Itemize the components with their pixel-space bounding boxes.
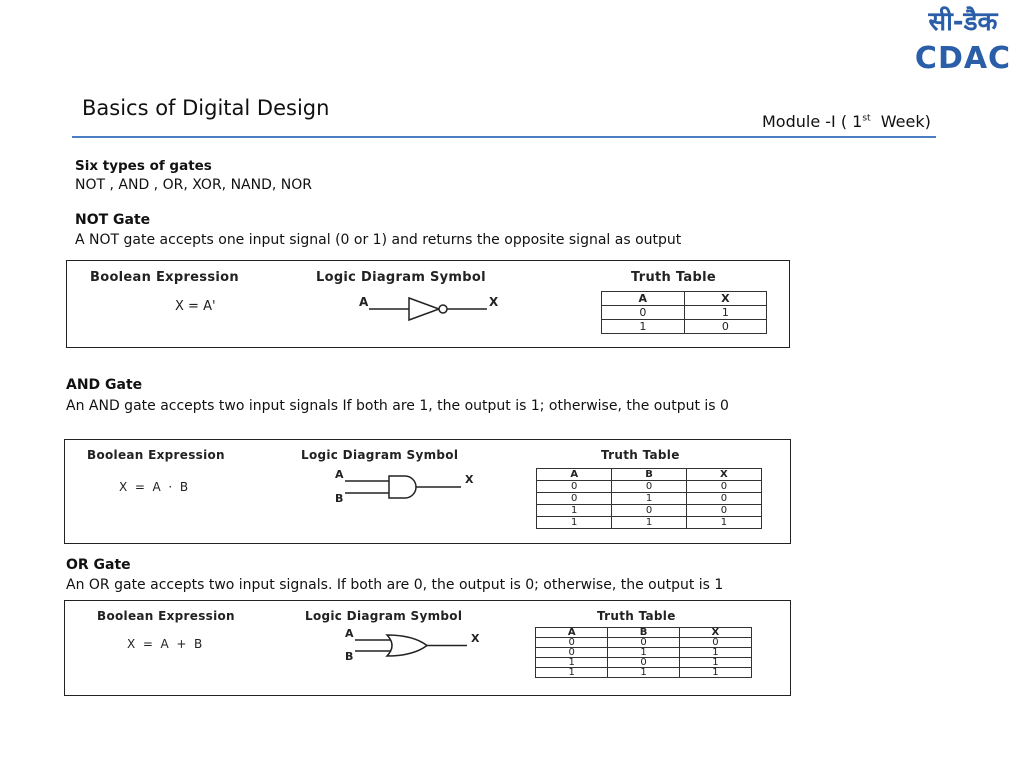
logo-hindi-text: सी-डैक [928,7,998,37]
header-divider [72,136,936,138]
or-expression: X = A + B [127,637,203,651]
table-cell: 0 [537,493,612,505]
or-input-b-label: B [345,650,354,663]
and-gate-heading: AND Gate [66,377,143,393]
and-expression: X = A · B [119,480,189,494]
and-gate-description: An AND gate accepts two input signals If both are 1, the output is 1; otherwise, the output is 0 [66,398,729,414]
not-gate-description: A NOT gate accepts one input signal (0 or 1) and returns the opposite signal as output [75,232,682,248]
table-cell: 1 [536,668,608,678]
table-cell: 0 [536,638,608,648]
not-input-a-label: A [359,295,369,309]
and-th-a: A [537,469,612,481]
not-th-a: A [602,292,685,306]
not-col-boolean: Boolean Expression [90,270,239,285]
table-cell: 1 [537,505,612,517]
table-cell: 1 [679,658,751,668]
table-cell: 0 [612,481,686,493]
or-input-a-label: A [345,627,354,640]
module-label: Module -I ( 1st Week) [762,112,931,131]
and-col-boolean: Boolean Expression [87,448,225,462]
intro-text: NOT , AND , OR, XOR, NAND, NOR [75,177,312,193]
and-output-x-label: X [465,473,474,486]
not-gate-symbol [357,291,507,327]
table-cell: 1 [608,648,679,658]
table-cell: 0 [686,493,761,505]
intro-heading: Six types of gates [75,158,212,174]
cdac-logo [908,0,1018,76]
or-gate-heading: OR Gate [66,557,131,573]
table-cell: 0 [537,481,612,493]
not-truth-table [601,291,767,334]
table-cell: 1 [608,668,679,678]
table-cell: 1 [537,517,612,529]
not-gate-heading: NOT Gate [75,212,151,228]
logo-latin-text: CDAC [914,41,1012,76]
and-gate-figure [64,439,791,544]
not-col-logic: Logic Diagram Symbol [316,270,486,285]
and-input-b-label: B [335,492,344,505]
table-cell: 1 [679,668,751,678]
table-cell: 0 [608,638,679,648]
not-col-truth: Truth Table [631,270,716,285]
and-truth-table [536,468,762,529]
or-th-x: X [679,628,751,638]
table-cell: 0 [612,505,686,517]
and-col-logic: Logic Diagram Symbol [301,448,459,462]
or-th-b: B [608,628,679,638]
not-output-x-label: X [489,295,499,309]
table-cell: 0 [686,481,761,493]
and-th-x: X [686,469,761,481]
or-col-truth: Truth Table [597,609,676,623]
and-col-truth: Truth Table [601,448,680,462]
or-gate-symbol [343,627,493,665]
table-cell: 1 [536,658,608,668]
table-cell: 0 [608,658,679,668]
table-cell: 0 [602,306,685,320]
and-th-b: B [612,469,686,481]
and-input-a-label: A [335,468,344,481]
page-title: Basics of Digital Design [82,96,330,120]
table-cell: 0 [686,505,761,517]
table-cell: 0 [536,648,608,658]
or-col-boolean: Boolean Expression [97,609,235,623]
table-cell: 1 [679,648,751,658]
or-col-logic: Logic Diagram Symbol [305,609,463,623]
table-cell: 1 [612,493,686,505]
or-truth-table [535,627,752,678]
or-gate-figure [64,600,791,696]
table-cell: 0 [684,320,766,334]
not-th-x: X [684,292,766,306]
table-cell: 1 [686,517,761,529]
table-cell: 0 [679,638,751,648]
table-cell: 1 [684,306,766,320]
or-gate-description: An OR gate accepts two input signals. If both are 0, the output is 0; otherwise, the output is 1 [66,577,724,593]
not-expression: X = A' [175,299,216,314]
not-gate-figure [66,260,790,348]
table-cell: 1 [612,517,686,529]
or-output-x-label: X [471,632,480,645]
or-th-a: A [536,628,608,638]
and-gate-symbol [333,468,483,508]
table-cell: 1 [602,320,685,334]
